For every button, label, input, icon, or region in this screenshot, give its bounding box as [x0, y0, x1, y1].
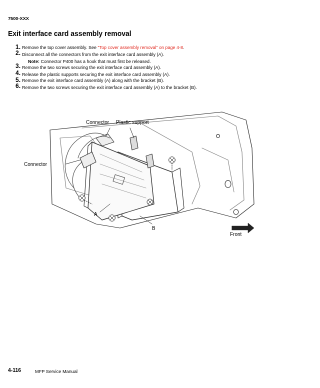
leader-line-plastic-support: [130, 128, 134, 138]
steps-list: [15, 44, 292, 92]
step-2: [15, 51, 292, 59]
connector-top-block: [96, 134, 114, 146]
screw: [109, 215, 115, 221]
step-6: [15, 84, 292, 92]
step-number: 6.: [15, 84, 21, 91]
step-text: Remove the exit interface card assembly (A) along with the bracket (B).: [22, 78, 165, 84]
step-text: Release the plastic supports securing the exit interface card assembly (A).: [22, 71, 170, 77]
step-number: 3.: [15, 64, 21, 71]
bracket-b-lip: [172, 168, 184, 212]
chassis-hole: [234, 209, 239, 214]
step-text: Disconnect all the connectors from the exit interface card assembly (A).: [22, 51, 165, 57]
step-text: Remove the two screws securing the exit interface card assembly (A).: [22, 64, 162, 70]
step-number: 4.: [15, 71, 21, 78]
step-text-end: .: [183, 45, 185, 50]
step-number: 2.: [15, 51, 21, 58]
callout-a: A: [94, 212, 98, 218]
step-number: 5.: [15, 77, 21, 84]
chassis-hole: [225, 180, 231, 187]
callout-b: B: [152, 226, 156, 232]
note-text: Connector P400 has a hook that must first be released.: [39, 58, 151, 64]
step-text: Remove the two screws securing the exit interface card assembly (A) to the bracket (B).: [22, 84, 197, 90]
leader-line-connector-left: [66, 160, 80, 164]
interface-card-a: [88, 142, 154, 220]
note-label: Note:: [28, 58, 40, 64]
callout-front: Front: [230, 232, 242, 238]
step-number: 1.: [15, 44, 21, 51]
top-cover-removal-link[interactable]: “Top cover assembly removal” on page 4-8: [97, 45, 183, 50]
callout-plastic-support: Plastic support: [116, 120, 149, 126]
model-header: 7500-XXX: [8, 16, 29, 21]
section-title: Exit interface card assembly removal: [8, 31, 132, 38]
footer-manual-title: MFP Service Manual: [35, 369, 78, 374]
chassis-hole: [216, 134, 219, 137]
screw: [147, 199, 153, 205]
chassis-rib: [202, 148, 234, 192]
exit-interface-card-illustration: [22, 108, 272, 238]
screw: [169, 157, 175, 170]
callout-connector-left: Connector: [24, 162, 48, 168]
footer-page-number: 4-116: [8, 368, 21, 374]
step-text: Remove the top cover assembly. See: [22, 45, 98, 50]
callout-connector-top: Connector: [86, 120, 110, 126]
